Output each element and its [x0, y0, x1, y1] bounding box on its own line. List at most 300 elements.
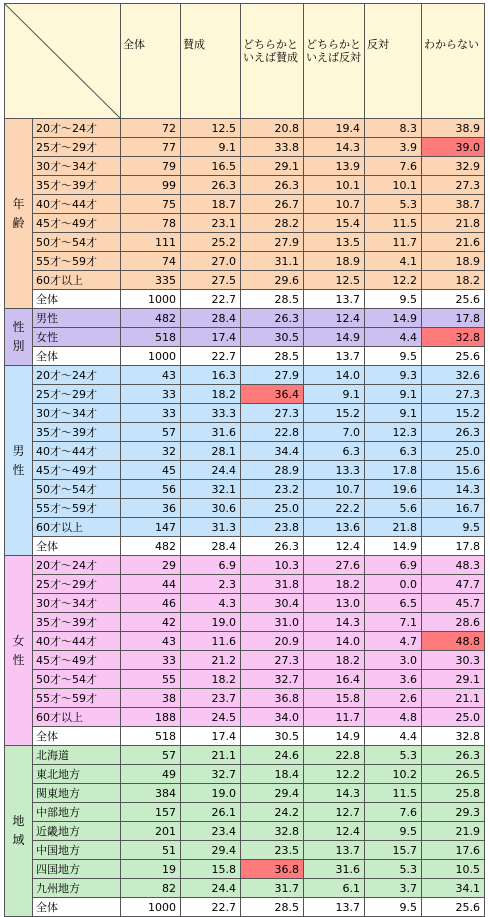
table-row	[5, 575, 485, 594]
value-cell: 28.4	[181, 309, 241, 328]
value-cell: 32.7	[181, 765, 241, 784]
value-cell-highlighted: 32.8	[422, 328, 485, 347]
value-cell: 36	[121, 499, 181, 518]
table-row	[5, 176, 485, 195]
value-cell: 12.4	[304, 309, 365, 328]
table-row	[5, 290, 485, 309]
value-cell: 157	[121, 803, 181, 822]
value-cell: 2.6	[365, 689, 422, 708]
table-row	[5, 594, 485, 613]
table-row	[5, 708, 485, 727]
value-cell: 9.5	[365, 898, 422, 917]
value-cell: 18.9	[422, 252, 485, 271]
value-cell: 5.3	[365, 860, 422, 879]
value-cell: 10.5	[422, 860, 485, 879]
value-cell: 74	[121, 252, 181, 271]
value-cell: 33	[121, 651, 181, 670]
row-label: 40才～44才	[33, 442, 121, 461]
value-cell: 14.0	[304, 366, 365, 385]
value-cell: 13.6	[304, 518, 365, 537]
value-cell: 99	[121, 176, 181, 195]
survey-table	[4, 3, 485, 917]
value-cell: 25.6	[422, 347, 485, 366]
table-row	[5, 404, 485, 423]
value-cell: 15.8	[304, 689, 365, 708]
value-cell: 15.6	[422, 461, 485, 480]
row-label: 25才～29才	[33, 385, 121, 404]
value-cell: 10.1	[304, 176, 365, 195]
value-cell: 6.1	[304, 879, 365, 898]
value-cell: 482	[121, 309, 181, 328]
value-cell: 32.1	[181, 480, 241, 499]
value-cell: 15.2	[422, 404, 485, 423]
value-cell: 482	[121, 537, 181, 556]
value-cell: 27.3	[241, 404, 304, 423]
value-cell: 36.8	[241, 689, 304, 708]
table-row	[5, 689, 485, 708]
row-label: 45才～49才	[33, 651, 121, 670]
value-cell: 10.7	[304, 480, 365, 499]
header-somewhat-agree: どちらかといえば賛成	[241, 4, 304, 119]
row-label: 35才～39才	[33, 613, 121, 632]
value-cell: 44	[121, 575, 181, 594]
row-label: 60才以上	[33, 708, 121, 727]
row-label: 55才～59才	[33, 689, 121, 708]
value-cell: 24.4	[181, 879, 241, 898]
table-row	[5, 195, 485, 214]
value-cell: 27.5	[181, 271, 241, 290]
value-cell: 29.3	[422, 803, 485, 822]
row-label: 中国地方	[33, 841, 121, 860]
table-row	[5, 138, 485, 157]
row-label: 四国地方	[33, 860, 121, 879]
table-row	[5, 385, 485, 404]
value-cell: 43	[121, 632, 181, 651]
row-label: 60才以上	[33, 518, 121, 537]
value-cell: 22.8	[304, 746, 365, 765]
row-label: 55才～59才	[33, 499, 121, 518]
value-cell: 27.3	[422, 176, 485, 195]
value-cell-highlighted: 48.8	[422, 632, 485, 651]
value-cell: 28.5	[241, 347, 304, 366]
value-cell: 9.5	[422, 518, 485, 537]
value-cell: 25.2	[181, 233, 241, 252]
value-cell: 28.9	[241, 461, 304, 480]
value-cell: 14.9	[304, 727, 365, 746]
table-row	[5, 328, 485, 347]
value-cell: 14.3	[422, 480, 485, 499]
value-cell: 82	[121, 879, 181, 898]
table-row	[5, 670, 485, 689]
value-cell-highlighted: 39.0	[422, 138, 485, 157]
value-cell: 31.3	[181, 518, 241, 537]
header-dont-know: わからない	[422, 4, 485, 119]
header-agree: 賛成	[181, 4, 241, 119]
value-cell: 45.7	[422, 594, 485, 613]
value-cell: 19.0	[181, 784, 241, 803]
table-row	[5, 442, 485, 461]
value-cell: 18.2	[304, 651, 365, 670]
row-label: 九州地方	[33, 879, 121, 898]
value-cell: 27.9	[241, 366, 304, 385]
value-cell: 21.1	[422, 689, 485, 708]
value-cell: 21.6	[422, 233, 485, 252]
value-cell: 6.3	[304, 442, 365, 461]
value-cell: 17.8	[422, 537, 485, 556]
value-cell: 0.0	[365, 575, 422, 594]
value-cell: 27.6	[304, 556, 365, 575]
group-label-sex: 性別	[5, 309, 33, 366]
value-cell: 27.9	[241, 233, 304, 252]
value-cell: 31.8	[241, 575, 304, 594]
table-row	[5, 860, 485, 879]
value-cell: 28.1	[181, 442, 241, 461]
value-cell: 335	[121, 271, 181, 290]
value-cell: 21.2	[181, 651, 241, 670]
value-cell: 15.2	[304, 404, 365, 423]
value-cell: 13.7	[304, 898, 365, 917]
value-cell: 12.4	[304, 537, 365, 556]
value-cell: 18.2	[304, 575, 365, 594]
value-cell: 111	[121, 233, 181, 252]
row-label: 45才～49才	[33, 214, 121, 233]
value-cell: 57	[121, 423, 181, 442]
value-cell: 28.5	[241, 290, 304, 309]
table-row	[5, 309, 485, 328]
row-label: 全体	[33, 347, 121, 366]
table-row	[5, 233, 485, 252]
table-row	[5, 841, 485, 860]
value-cell: 10.1	[365, 176, 422, 195]
value-cell: 77	[121, 138, 181, 157]
value-cell: 24.5	[181, 708, 241, 727]
row-label: 20才～24才	[33, 556, 121, 575]
value-cell: 14.3	[304, 613, 365, 632]
value-cell: 24.2	[241, 803, 304, 822]
value-cell: 24.4	[181, 461, 241, 480]
value-cell: 17.4	[181, 727, 241, 746]
table-row	[5, 556, 485, 575]
value-cell: 13.7	[304, 290, 365, 309]
value-cell: 13.7	[304, 347, 365, 366]
value-cell-highlighted: 36.4	[241, 385, 304, 404]
value-cell: 26.3	[241, 537, 304, 556]
value-cell: 25.8	[422, 784, 485, 803]
value-cell: 13.3	[304, 461, 365, 480]
row-label: 20才～24才	[33, 366, 121, 385]
value-cell: 23.4	[181, 822, 241, 841]
value-cell: 14.9	[365, 309, 422, 328]
value-cell: 188	[121, 708, 181, 727]
row-label: 25才～29才	[33, 575, 121, 594]
value-cell: 18.4	[241, 765, 304, 784]
value-cell: 15.4	[304, 214, 365, 233]
value-cell: 12.2	[365, 271, 422, 290]
value-cell: 32.8	[241, 822, 304, 841]
value-cell: 47.7	[422, 575, 485, 594]
value-cell: 9.1	[365, 385, 422, 404]
value-cell: 29.4	[241, 784, 304, 803]
value-cell: 23.1	[181, 214, 241, 233]
table-row	[5, 784, 485, 803]
value-cell: 15.7	[365, 841, 422, 860]
value-cell: 14.9	[304, 328, 365, 347]
value-cell: 49	[121, 765, 181, 784]
row-label: 35才～39才	[33, 423, 121, 442]
value-cell: 518	[121, 328, 181, 347]
value-cell: 28.5	[241, 898, 304, 917]
row-label: 55才～59才	[33, 252, 121, 271]
value-cell: 12.4	[304, 822, 365, 841]
value-cell: 12.7	[304, 803, 365, 822]
table-row	[5, 366, 485, 385]
value-cell: 34.0	[241, 708, 304, 727]
value-cell: 20.9	[241, 632, 304, 651]
value-cell: 30.6	[181, 499, 241, 518]
value-cell: 42	[121, 613, 181, 632]
row-label: 45才～49才	[33, 461, 121, 480]
value-cell: 17.4	[181, 328, 241, 347]
value-cell: 26.1	[181, 803, 241, 822]
value-cell: 11.6	[181, 632, 241, 651]
value-cell: 78	[121, 214, 181, 233]
row-label: 35才～39才	[33, 176, 121, 195]
table-row	[5, 898, 485, 917]
value-cell: 33	[121, 404, 181, 423]
row-label: 東北地方	[33, 765, 121, 784]
value-cell: 12.5	[304, 271, 365, 290]
value-cell: 38.7	[422, 195, 485, 214]
value-cell: 3.0	[365, 651, 422, 670]
value-cell: 31.0	[241, 613, 304, 632]
value-cell: 16.4	[304, 670, 365, 689]
value-cell: 13.5	[304, 233, 365, 252]
value-cell: 384	[121, 784, 181, 803]
header-somewhat-oppose: どちらかといえば反対	[304, 4, 365, 119]
value-cell: 14.9	[365, 537, 422, 556]
value-cell: 22.2	[304, 499, 365, 518]
value-cell: 5.3	[365, 195, 422, 214]
value-cell: 26.7	[241, 195, 304, 214]
row-label: 全体	[33, 290, 121, 309]
value-cell: 2.3	[181, 575, 241, 594]
value-cell: 9.1	[181, 138, 241, 157]
table-row	[5, 727, 485, 746]
row-label: 50才～54才	[33, 480, 121, 499]
value-cell: 28.4	[181, 537, 241, 556]
value-cell: 7.0	[304, 423, 365, 442]
value-cell: 10.2	[365, 765, 422, 784]
row-label: 男性	[33, 309, 121, 328]
value-cell: 6.9	[181, 556, 241, 575]
value-cell: 33	[121, 385, 181, 404]
header-total: 全体	[121, 4, 181, 119]
value-cell: 32.6	[422, 366, 485, 385]
value-cell: 15.8	[181, 860, 241, 879]
value-cell: 17.8	[422, 309, 485, 328]
value-cell: 14.3	[304, 138, 365, 157]
value-cell: 6.3	[365, 442, 422, 461]
table-body	[5, 4, 485, 917]
header-row	[5, 4, 485, 119]
value-cell: 45	[121, 461, 181, 480]
value-cell: 30.5	[241, 727, 304, 746]
value-cell: 18.9	[304, 252, 365, 271]
value-cell: 4.1	[365, 252, 422, 271]
value-cell: 72	[121, 119, 181, 138]
value-cell: 29.1	[422, 670, 485, 689]
value-cell: 5.3	[365, 746, 422, 765]
value-cell: 38.9	[422, 119, 485, 138]
value-cell: 34.4	[241, 442, 304, 461]
row-label: 全体	[33, 898, 121, 917]
value-cell: 4.7	[365, 632, 422, 651]
value-cell: 20.8	[241, 119, 304, 138]
value-cell: 23.2	[241, 480, 304, 499]
table-row	[5, 518, 485, 537]
value-cell: 29.6	[241, 271, 304, 290]
value-cell: 7.6	[365, 803, 422, 822]
value-cell: 12.5	[181, 119, 241, 138]
value-cell: 55	[121, 670, 181, 689]
value-cell: 16.7	[422, 499, 485, 518]
value-cell: 25.6	[422, 290, 485, 309]
value-cell: 13.0	[304, 594, 365, 613]
value-cell: 18.7	[181, 195, 241, 214]
value-cell: 18.2	[181, 385, 241, 404]
value-cell: 27.0	[181, 252, 241, 271]
value-cell: 31.6	[304, 860, 365, 879]
value-cell: 21.9	[422, 822, 485, 841]
header-oppose: 反対	[365, 4, 422, 119]
value-cell: 21.8	[422, 214, 485, 233]
value-cell: 21.8	[365, 518, 422, 537]
table-row	[5, 613, 485, 632]
value-cell: 4.8	[365, 708, 422, 727]
value-cell: 16.3	[181, 366, 241, 385]
value-cell: 23.5	[241, 841, 304, 860]
value-cell: 28.2	[241, 214, 304, 233]
value-cell: 1000	[121, 290, 181, 309]
value-cell: 201	[121, 822, 181, 841]
row-label: 中部地方	[33, 803, 121, 822]
value-cell: 46	[121, 594, 181, 613]
row-label: 20才～24才	[33, 119, 121, 138]
table-row	[5, 252, 485, 271]
value-cell: 34.1	[422, 879, 485, 898]
value-cell: 75	[121, 195, 181, 214]
row-label: 全体	[33, 727, 121, 746]
table-row	[5, 632, 485, 651]
value-cell: 7.1	[365, 613, 422, 632]
value-cell: 11.7	[304, 708, 365, 727]
value-cell: 27.3	[241, 651, 304, 670]
value-cell: 9.5	[365, 822, 422, 841]
value-cell: 33.8	[241, 138, 304, 157]
value-cell: 9.1	[304, 385, 365, 404]
value-cell: 4.3	[181, 594, 241, 613]
value-cell-highlighted: 36.8	[241, 860, 304, 879]
value-cell: 24.6	[241, 746, 304, 765]
row-label: 近畿地方	[33, 822, 121, 841]
value-cell: 31.6	[181, 423, 241, 442]
row-label: 25才～29才	[33, 138, 121, 157]
value-cell: 6.5	[365, 594, 422, 613]
table-row	[5, 423, 485, 442]
table-row	[5, 214, 485, 233]
row-label: 50才～54才	[33, 233, 121, 252]
value-cell: 3.7	[365, 879, 422, 898]
group-label-male: 男性	[5, 366, 33, 556]
value-cell: 51	[121, 841, 181, 860]
row-label: 北海道	[33, 746, 121, 765]
value-cell: 4.4	[365, 328, 422, 347]
row-label: 40才～44才	[33, 195, 121, 214]
table-row	[5, 651, 485, 670]
value-cell: 32.9	[422, 157, 485, 176]
value-cell: 3.9	[365, 138, 422, 157]
value-cell: 18.2	[181, 670, 241, 689]
row-label: 関東地方	[33, 784, 121, 803]
value-cell: 9.5	[365, 290, 422, 309]
value-cell: 25.0	[241, 499, 304, 518]
row-label: 30才～34才	[33, 594, 121, 613]
value-cell: 1000	[121, 347, 181, 366]
value-cell: 12.2	[304, 765, 365, 784]
value-cell: 17.8	[365, 461, 422, 480]
table-row	[5, 765, 485, 784]
value-cell: 9.3	[365, 366, 422, 385]
group-label-region: 地域	[5, 746, 33, 917]
value-cell: 23.8	[241, 518, 304, 537]
value-cell: 32.8	[422, 727, 485, 746]
row-label: 50才～54才	[33, 670, 121, 689]
table-row	[5, 879, 485, 898]
value-cell: 8.3	[365, 119, 422, 138]
value-cell: 10.7	[304, 195, 365, 214]
value-cell: 19.0	[181, 613, 241, 632]
row-label: 30才～34才	[33, 404, 121, 423]
value-cell: 26.3	[422, 746, 485, 765]
value-cell: 11.5	[365, 214, 422, 233]
table-row	[5, 157, 485, 176]
value-cell: 56	[121, 480, 181, 499]
table-row	[5, 746, 485, 765]
value-cell: 16.5	[181, 157, 241, 176]
row-label: 女性	[33, 328, 121, 347]
table-row	[5, 271, 485, 290]
value-cell: 4.4	[365, 727, 422, 746]
value-cell: 19.4	[304, 119, 365, 138]
value-cell: 26.5	[422, 765, 485, 784]
value-cell: 23.7	[181, 689, 241, 708]
value-cell: 79	[121, 157, 181, 176]
value-cell: 32	[121, 442, 181, 461]
value-cell: 5.6	[365, 499, 422, 518]
value-cell: 30.4	[241, 594, 304, 613]
table-row	[5, 537, 485, 556]
value-cell: 33.3	[181, 404, 241, 423]
value-cell: 57	[121, 746, 181, 765]
value-cell: 22.7	[181, 898, 241, 917]
value-cell: 31.1	[241, 252, 304, 271]
value-cell: 26.3	[241, 176, 304, 195]
value-cell: 6.9	[365, 556, 422, 575]
value-cell: 14.3	[304, 784, 365, 803]
value-cell: 38	[121, 689, 181, 708]
table-row	[5, 461, 485, 480]
value-cell: 18.2	[422, 271, 485, 290]
